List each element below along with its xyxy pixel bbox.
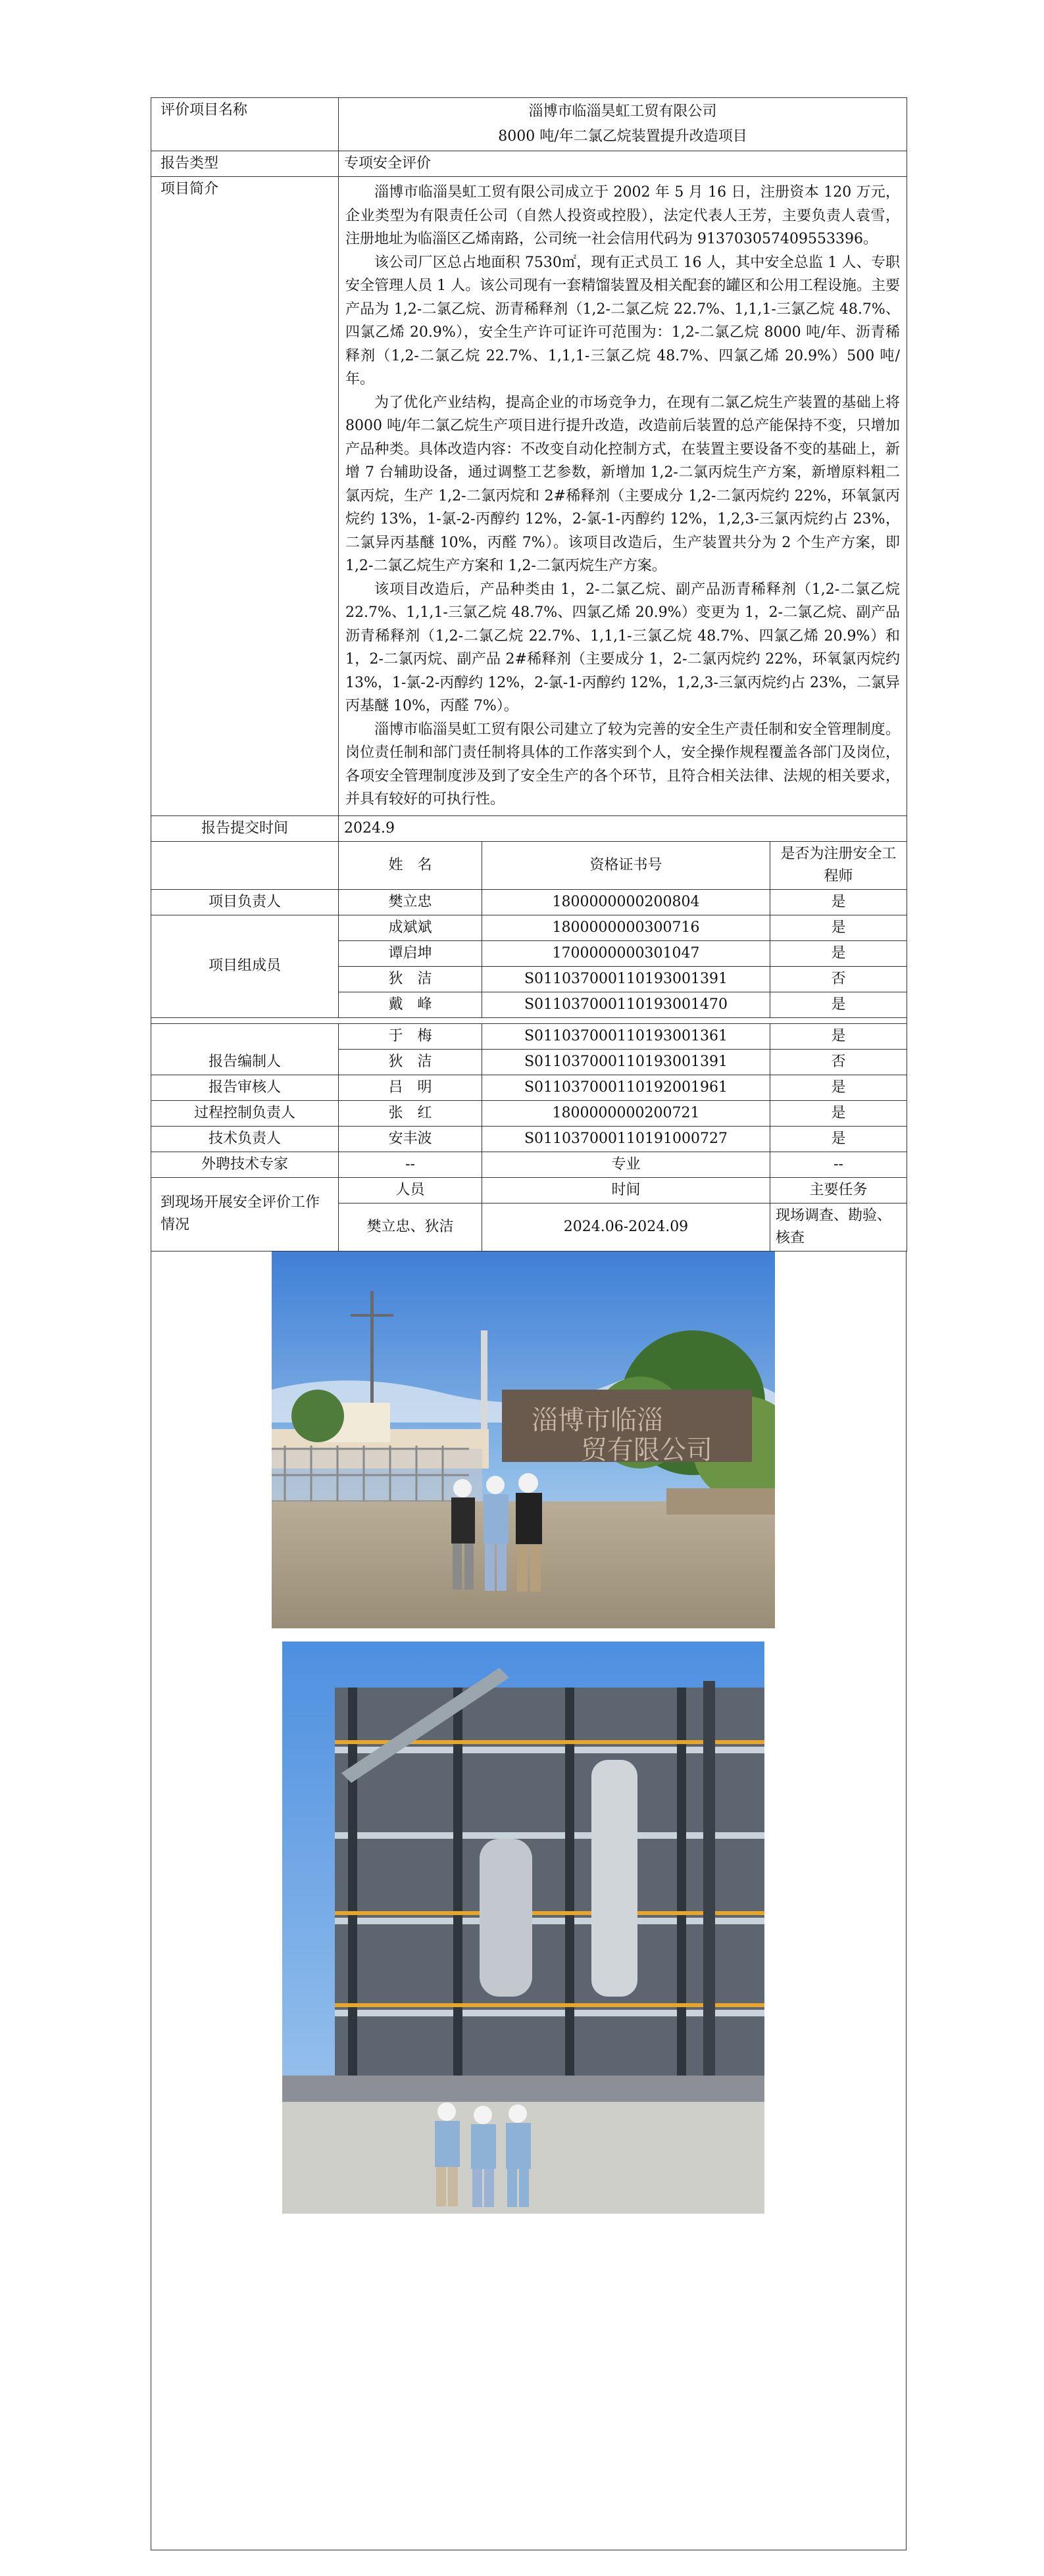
leader-name: 樊立忠 (339, 889, 482, 915)
team-header-row (151, 841, 907, 889)
info-table (151, 97, 907, 1252)
member-registered: 是 (770, 915, 907, 940)
intro-paragraph-2: 该公司厂区总占地面积 7530㎡，现有正式员工 16 人，其中安全总监 1 人、专职安全管理人员 1 人。该公司现有一套精馏装置及相关配套的罐区和公用工程设施。主要产品为 1,2-二氯乙烷、沥青稀释剂（1,2-二氯乙烷 22.7%、1,1,1-三氯乙烷 48.7%、四氯乙烯 20.9%），安全生产许可证许可范围为：1,2-二氯乙烷 8000 吨/年、沥青稀释剂（1,2-二氯乙烷 22.7%、1,1,1-三氯乙烷 48.7%、四氯乙烯 20.9%）500 吨/年。 (345, 254, 901, 387)
expert-specialty: 专业 (482, 1152, 770, 1177)
site-header-task: 主要任务 (770, 1177, 907, 1203)
compiler-registered: 否 (770, 1049, 907, 1075)
tech-label: 技术负责人 (151, 1126, 339, 1152)
team-header-name: 姓 名 (339, 841, 482, 889)
site-task: 现场调查、勘验、核查 (770, 1203, 907, 1251)
process-row (151, 1100, 907, 1126)
intro-content (339, 177, 907, 816)
compiler-label: 报告编制人 (151, 1023, 339, 1075)
intro-paragraph-3: 为了优化产业结构，提高企业的市场竞争力，在现有二氯乙烷生产装置的基础上将 8000 吨/年二氯乙烷生产项目进行提升改造，改造前后装置的总产能保持不变，只增加产品种类。具体改造内容：不改变自动化控制方式，在装置主要设备不变的基础上，新增 7 台辅助设备，通过调整工艺参数，新增加 1,2-二氯丙烷生产方案，新增原料粗二氯丙烷，生产 1,2-二氯丙烷和 2#稀释剂（主要成分 1,2-二氯丙烷约 22%，环氧氯丙烷约 13%，1-氯-2-丙醇约 12%，2-氯-1-丙醇约 12%，1,2,3-三氯丙烷约占 23%，二氯异丙基醚 10%，丙醛 7%）。该项目改造后，生产装置共分为 2 个生产方案，即 1,2-二氯乙烷生产方案和 1,2-二氯丙烷生产方案。 (345, 394, 901, 574)
process-registered: 是 (770, 1100, 907, 1126)
reviewer-cert: S011037000110192001961 (482, 1075, 770, 1100)
reviewer-name: 吕 明 (339, 1075, 482, 1100)
site-time: 2024.06-2024.09 (482, 1203, 770, 1251)
member-registered: 是 (770, 940, 907, 966)
project-name-value (339, 98, 907, 151)
leader-label: 项目负责人 (151, 889, 339, 915)
submit-time-label: 报告提交时间 (151, 815, 339, 841)
reviewer-label: 报告审核人 (151, 1075, 339, 1100)
site-header-time: 时间 (482, 1177, 770, 1203)
intro-paragraph-1: 淄博市临淄昊虹工贸有限公司成立于 2002 年 5 月 16 日，注册资本 120 万元，企业类型为有限责任公司（自然人投资或控股），法定代表人王芳，主要负责人袁雪，注册地址为临淄区乙烯南路，公司统一社会信用代码为 913703057409553396。 (345, 184, 901, 247)
project-name-line2: 8000 吨/年二氯乙烷装置提升改造项目 (498, 128, 747, 145)
compiler-row (151, 1023, 907, 1049)
process-cert: 1800000000200721 (482, 1100, 770, 1126)
member-name: 成斌斌 (339, 915, 482, 940)
process-name: 张 红 (339, 1100, 482, 1126)
member-registered: 是 (770, 992, 907, 1017)
team-header-cert: 资格证书号 (482, 841, 770, 889)
member-name: 狄 洁 (339, 966, 482, 992)
site-people: 樊立忠、狄洁 (339, 1203, 482, 1251)
gap-cell (151, 1017, 907, 1023)
process-label: 过程控制负责人 (151, 1100, 339, 1126)
report-type-value: 专项安全评价 (339, 151, 907, 177)
member-cert: S011037000110193001391 (482, 966, 770, 992)
compiler-registered: 是 (770, 1023, 907, 1049)
intro-row (151, 177, 907, 816)
compiler-name: 于 梅 (339, 1023, 482, 1049)
member-cert: 1800000000300716 (482, 915, 770, 940)
site-header-people: 人员 (339, 1177, 482, 1203)
sign-text-2: 贸有限公司 (581, 1435, 712, 1465)
project-name-label: 评价项目名称 (151, 98, 339, 151)
intro-paragraph-5: 淄博市临淄昊虹工贸有限公司建立了较为完善的安全生产责任制和安全管理制度。岗位责任制和部门责任制将具体的工作落实到个人，安全操作规程覆盖各部门及岗位，各项安全管理制度涉及到了安全生产的各个环节，且符合相关法律、法规的相关要求，并具有较好的可执行性。 (345, 721, 901, 808)
member-cert: S011037000110193001470 (482, 992, 770, 1017)
intro-label: 项目简介 (151, 177, 339, 816)
report-type-label: 报告类型 (151, 151, 339, 177)
expert-label: 外聘技术专家 (151, 1152, 339, 1177)
team-header-blank (151, 841, 339, 889)
compiler-name: 狄 洁 (339, 1049, 482, 1075)
expert-row (151, 1152, 907, 1177)
site-label: 到现场开展安全评价工作情况 (151, 1177, 339, 1251)
member-name: 戴 峰 (339, 992, 482, 1017)
gate-photo (272, 1252, 775, 1628)
project-name-line1: 淄博市临淄昊虹工贸有限公司 (528, 103, 717, 120)
expert-extra: -- (770, 1152, 907, 1177)
site-header-row (151, 1177, 907, 1203)
tech-row (151, 1126, 907, 1152)
member-row (151, 915, 907, 940)
evaluation-sheet (151, 97, 907, 1252)
member-name: 谭启坤 (339, 940, 482, 966)
plant-photo (282, 1641, 764, 2214)
leader-row (151, 889, 907, 915)
report-type-row (151, 151, 907, 177)
project-name-row (151, 98, 907, 151)
sign-text-1: 淄博市临淄 (532, 1405, 663, 1436)
member-cert: 1700000000301047 (482, 940, 770, 966)
intro-paragraph-4: 该项目改造后，产品种类由 1，2-二氯乙烷、副产品沥青稀释剂（1,2-二氯乙烷 22.7%、1,1,1-三氯乙烷 48.7%、四氯乙烯 20.9%）变更为 1，2-二氯乙烷、副产品沥青稀释剂（1,2-二氯乙烷 22.7%、1,1,1-三氯乙烷 48.7%、四氯乙烯 20.9%）和 1，2-二氯丙烷、副产品 2#稀释剂（主要成分 1，2-二氯丙烷约 22%，环氧氯丙烷约 13%，1-氯-2-丙醇约 12%，2-氯-1-丙醇约 12%，1,2,3-三氯丙烷约占 23%，二氯异丙基醚 10%，丙醛 7%）。 (345, 581, 901, 714)
team-header-registered: 是否为注册安全工程师 (770, 841, 907, 889)
expert-name: -- (339, 1152, 482, 1177)
tech-name: 安丰波 (339, 1126, 482, 1152)
tech-registered: 是 (770, 1126, 907, 1152)
leader-registered: 是 (770, 889, 907, 915)
submit-time-value: 2024.9 (339, 815, 907, 841)
members-label: 项目组成员 (151, 915, 339, 1017)
reviewer-registered: 是 (770, 1075, 907, 1100)
photo-section (151, 1252, 907, 2550)
compiler-cert: S011037000110193001361 (482, 1023, 770, 1049)
gap-row (151, 1017, 907, 1023)
member-registered: 否 (770, 966, 907, 992)
reviewer-row (151, 1075, 907, 1100)
submit-time-row (151, 815, 907, 841)
leader-cert: 1800000000200804 (482, 889, 770, 915)
tech-cert: S011037000110191000727 (482, 1126, 770, 1152)
compiler-cert: S011037000110193001391 (482, 1049, 770, 1075)
